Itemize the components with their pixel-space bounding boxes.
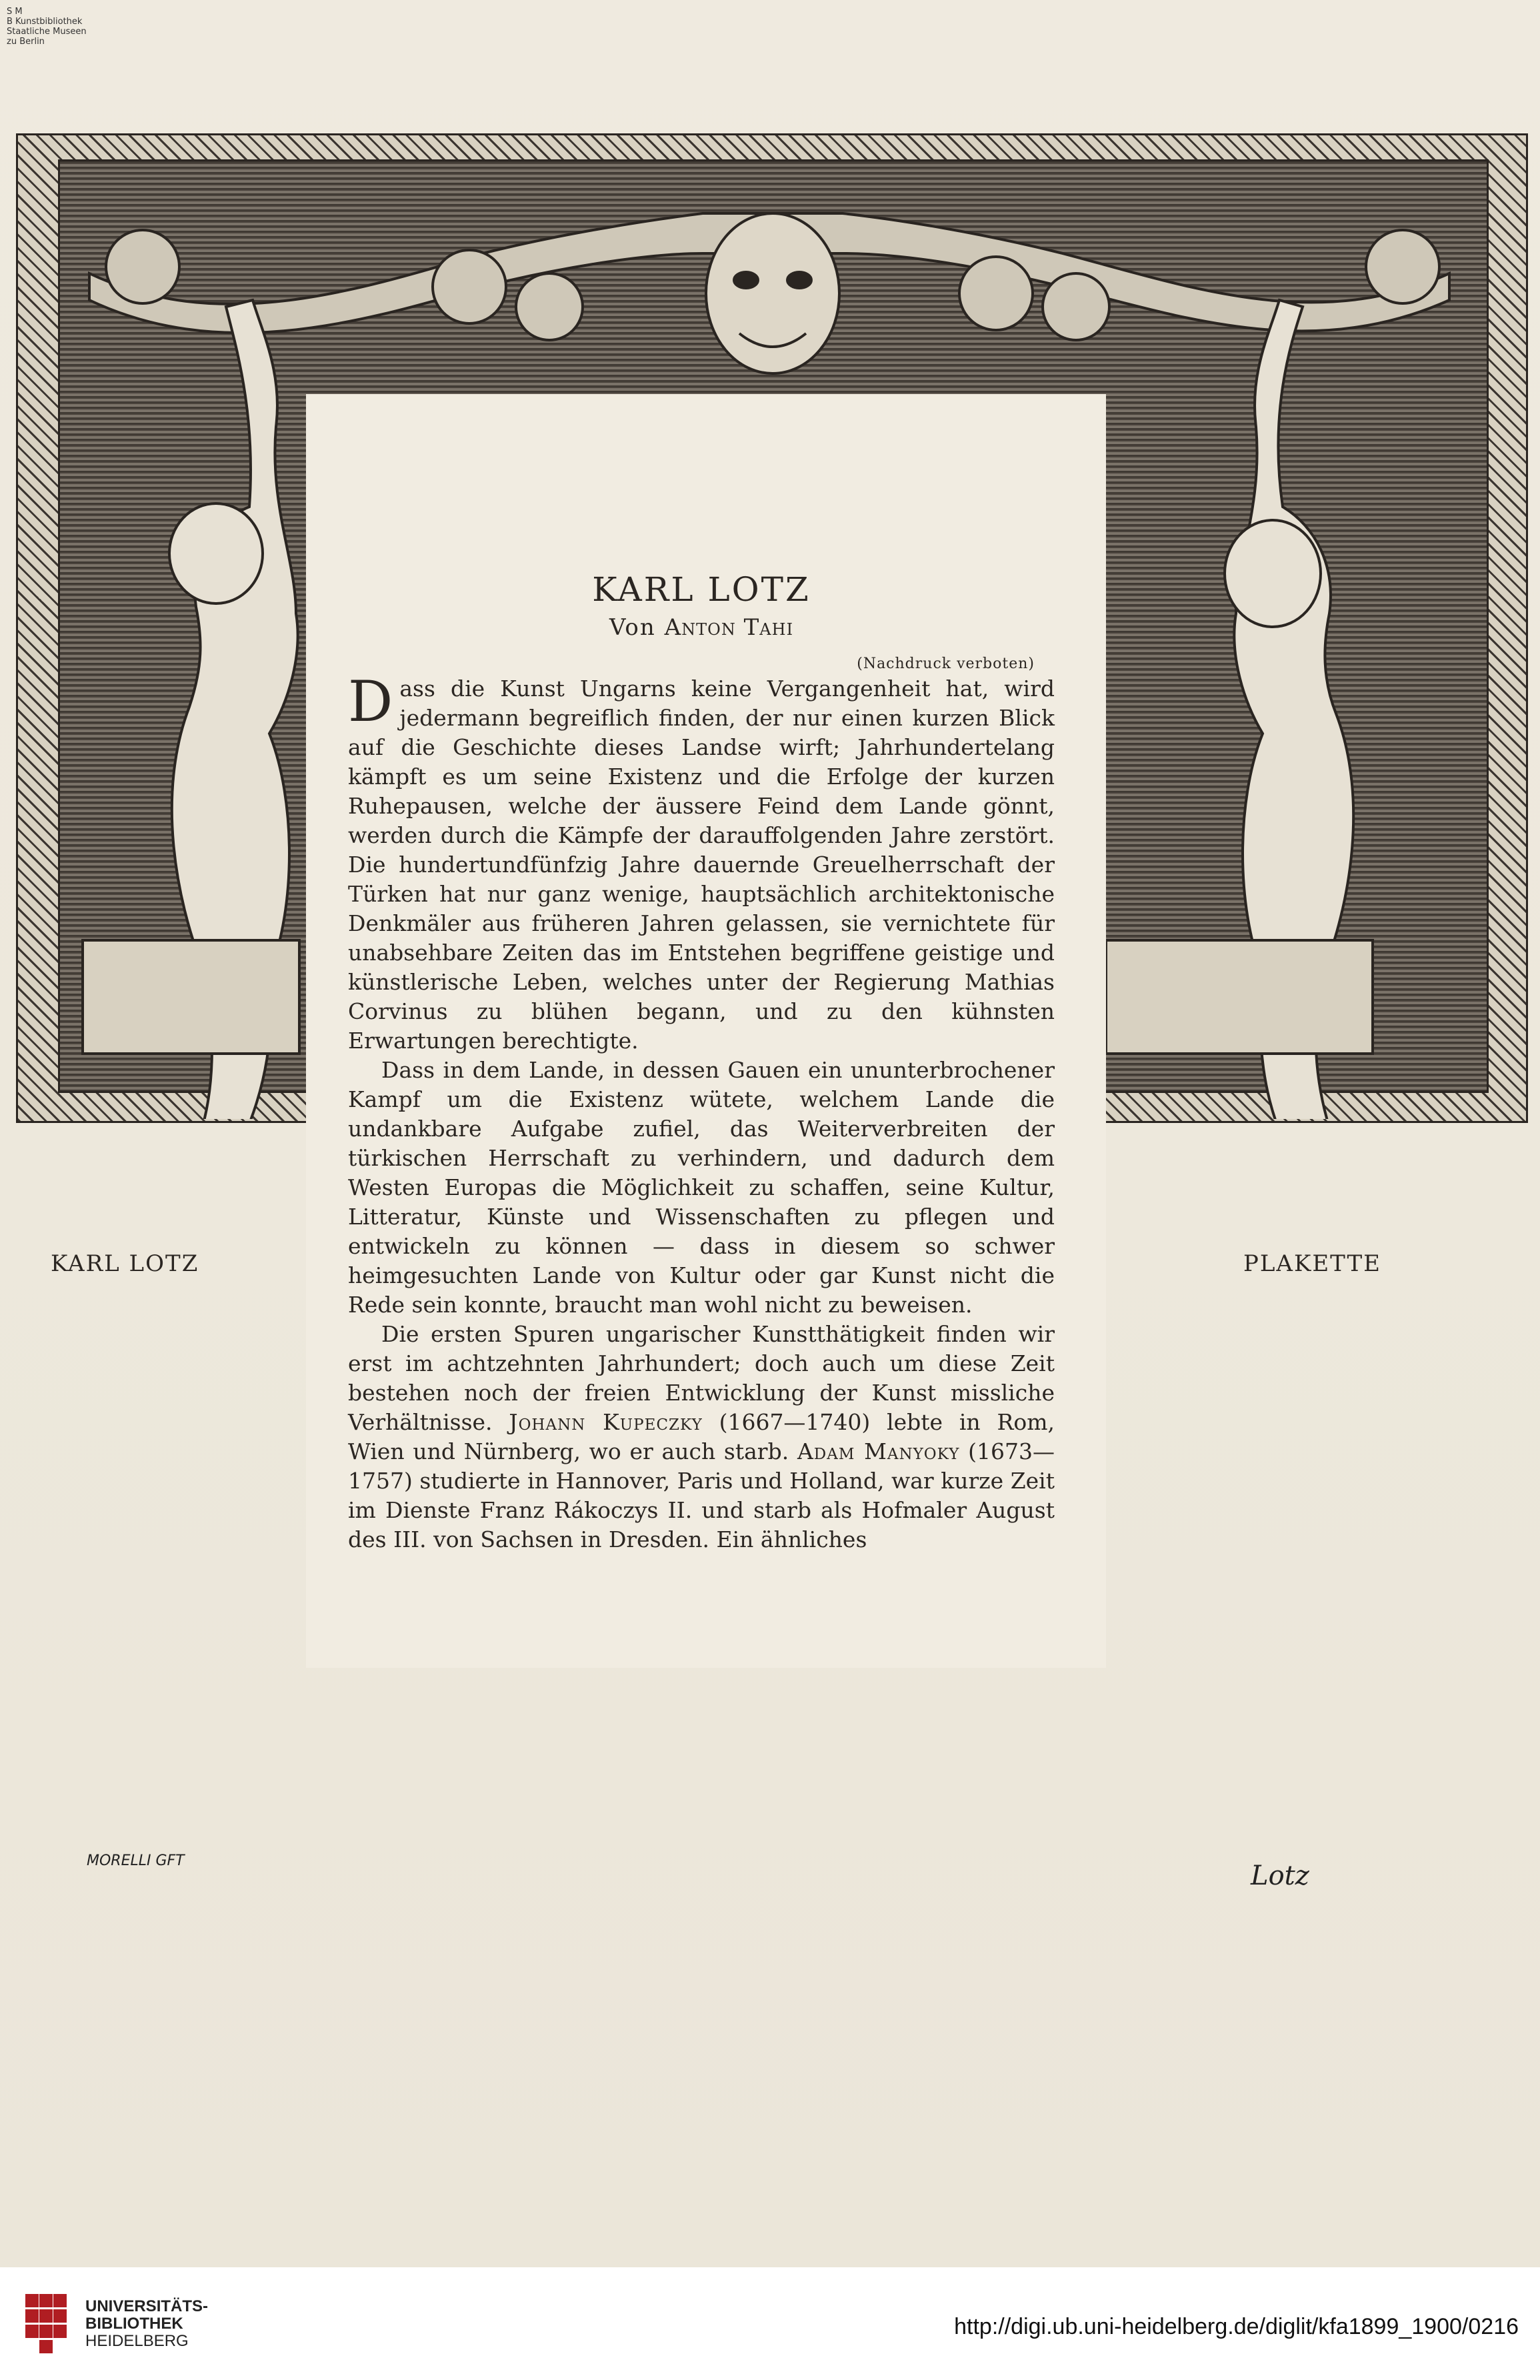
university-logo-icon (25, 2294, 67, 2354)
paragraph-text: (1673—1757) studierte in Hannover, Paris und Holland, war kurze Zeit im Dienste Franz Rákoczys II. und starb als Hofmaler August des III. von Sachsen in Dresden. Ein ähnliches (348, 1438, 1055, 1552)
stamp-line: zu Berlin (7, 37, 45, 47)
artist-name: Adam Manyoky (797, 1438, 960, 1464)
stamp-line: B Kunstbibliothek (7, 17, 83, 27)
university-name-line: HEIDELBERG (85, 2332, 189, 2350)
article-paragraph (348, 1056, 1055, 1320)
stamp-line: Staatliche Museen (7, 27, 87, 37)
paragraph-text: (1667—1740) lebte in Rom, Wien und Nürnberg, wo er auch starb. (348, 1409, 1055, 1464)
university-name-line: UNIVERSITÄTS- (85, 2297, 209, 2315)
university-name (85, 2298, 208, 2350)
article-paragraph (348, 1320, 1055, 1554)
university-name-line: BIBLIOTHEK (85, 2315, 183, 2333)
drop-cap: D (348, 669, 393, 734)
engraver-signature: MORELLI GFT (87, 1853, 185, 1869)
byline-prefix: Von (609, 614, 656, 641)
article-title: KARL LOTZ (592, 570, 811, 609)
pedestal-left (83, 940, 299, 1054)
pedestal-right (1106, 940, 1373, 1054)
article-byline (348, 614, 1055, 641)
caption-right: PLAKETTE (1243, 1250, 1381, 1277)
paragraph-text: Dass in dem Lande, in dessen Gauen ein ununterbrochener Kampf um die Existenz wütete, welchem Lande die undankbare Aufgabe zufiel, das Weiterverbreiten der türkischen Herrschaft zu verhindern, und dadurch dem Westen Europas die Möglichkeit zu schaffen, seine Kultur, Litteratur, Künste und Wissenschaften zu pflegen und entwickeln zu können — dass in diesem so schwer heimgesuchten Lande von Kultur oder gar Kunst nicht die Rede sein konnte, braucht man wohl nicht zu beweisen. (348, 1057, 1055, 1318)
paragraph-text: Die ersten Spuren ungarischer Kunstthätigkeit finden wir erst im achtzehnten Jahrhundert; doch auch um diese Zeit bestehen noch der freien Entwicklung der Kunst missliche Verhältnisse. (348, 1321, 1055, 1435)
copyright-note: (Nachdruck verboten) (857, 656, 1035, 672)
article-column (348, 570, 1055, 1554)
byline-author: Anton Tahi (664, 614, 794, 641)
mask-ornament (706, 213, 839, 373)
paragraph-text: ass die Kunst Ungarns keine Vergangenheit hat, wird jedermann begreiflich finden, der nur einen kurzen Blick auf die Geschichte dieses Landse wirft; Jahrhundertelang kämpft es um seine Existenz und die Erfolge der kurzen Ruhepausen, welche der äussere Feind dem Lande gönnt, werden durch die Kämpfe der darauffolgenden Jahre zerstört. Die hundertundfünfzig Jahre dauernde Greuelherrschaft der Türken hat nur ganz wenige, hauptsächlich architektonische Denkmäler aus früheren Jahren gelassen, sie vernichtete für unabsehbare Zeiten das im Entstehen begriffene geistige und künstlerische Leben, welches unter der Regierung Mathias Corvinus zu blühen begann, und zu den kühnsten Erwartungen berechtigte. (348, 676, 1055, 1054)
library-stamp (7, 7, 87, 47)
caption-left: KARL LOTZ (51, 1250, 199, 1277)
artist-signature: Lotz (1251, 1861, 1309, 1891)
article-paragraph (348, 669, 1055, 1056)
stamp-line: S M (7, 7, 23, 17)
artist-name: Johann Kupeczky (509, 1409, 703, 1435)
source-url-link[interactable]: http://digi.ub.uni-heidelberg.de/diglit/kfa1899_1900/0216 (954, 2314, 1519, 2339)
